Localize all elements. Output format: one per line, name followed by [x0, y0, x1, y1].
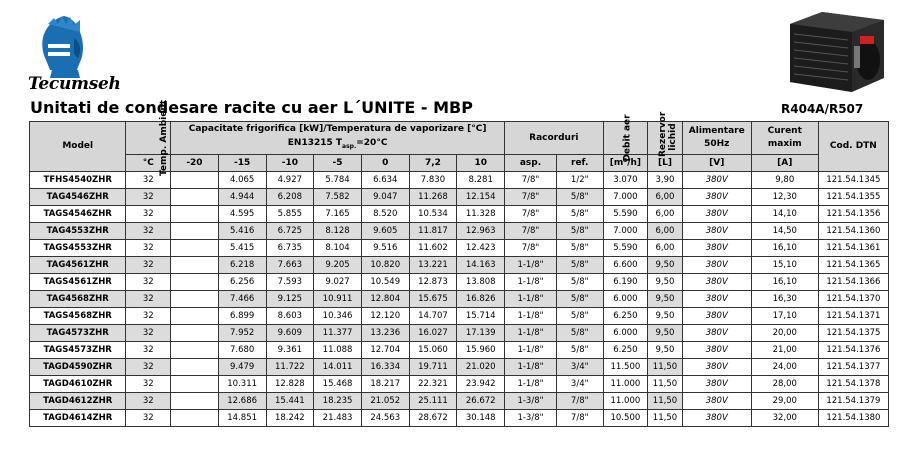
- cell-volt: 380V: [682, 307, 751, 324]
- cell-asp: 1-1/8": [505, 341, 557, 358]
- cell-c10: 18.242: [266, 409, 314, 426]
- unit-cell: °C: [126, 154, 171, 171]
- refrigerant-label: R404A/R507: [781, 102, 864, 116]
- table-row: [30, 392, 889, 409]
- cell-asp: 1-1/8": [505, 290, 557, 307]
- cell-c10p: 21.020: [457, 358, 505, 375]
- page-title: Unitati de condesare racite cu aer L´UNITE - MBP: [30, 98, 473, 117]
- cell-cod: 121.54.1366: [818, 273, 888, 290]
- unit-cell: 0: [361, 154, 409, 171]
- cell-ref: 7/8": [556, 409, 603, 426]
- cell-asp: 1-3/8": [505, 409, 557, 426]
- cell-rez: 9,50: [648, 290, 683, 307]
- cell-c15: 9.479: [218, 358, 266, 375]
- cell-rez: 11,50: [648, 358, 683, 375]
- cell-temp: 32: [126, 375, 171, 392]
- cell-c72: 22.321: [409, 375, 457, 392]
- table-row: [30, 324, 889, 341]
- cell-volt: 380V: [682, 290, 751, 307]
- cell-ref: 3/4": [556, 375, 603, 392]
- cell-debit: 10.500: [603, 409, 648, 426]
- cell-cod: 121.54.1345: [818, 171, 888, 188]
- table-row: [30, 307, 889, 324]
- cell-debit: 6.250: [603, 307, 648, 324]
- cell-c5: 8.128: [314, 222, 362, 239]
- cell-c20: [171, 409, 219, 426]
- brand-name: Tecumseh: [28, 74, 121, 94]
- cell-volt: 380V: [682, 273, 751, 290]
- cell-temp: 32: [126, 171, 171, 188]
- cell-c15: 6.256: [218, 273, 266, 290]
- cell-c10p: 15.714: [457, 307, 505, 324]
- cell-c15: 7.466: [218, 290, 266, 307]
- cell-cod: 121.54.1355: [818, 188, 888, 205]
- cell-c10p: 12.423: [457, 239, 505, 256]
- cell-cod: 121.54.1361: [818, 239, 888, 256]
- cell-c10p: 13.808: [457, 273, 505, 290]
- cell-c0: 12.704: [361, 341, 409, 358]
- cell-asp: 7/8": [505, 239, 557, 256]
- cell-volt: 380V: [682, 392, 751, 409]
- cell-amp: 16,30: [751, 290, 818, 307]
- cell-debit: 11.000: [603, 375, 648, 392]
- cell-asp: 1-1/8": [505, 273, 557, 290]
- cell-c15: 4.944: [218, 188, 266, 205]
- cell-model: TAGS4573ZHR: [30, 341, 126, 358]
- cell-c10p: 15.960: [457, 341, 505, 358]
- cell-c0: 8.520: [361, 205, 409, 222]
- cell-c10p: 14.163: [457, 256, 505, 273]
- col-racorduri: Racorduri: [505, 122, 603, 155]
- cell-c0: 12.120: [361, 307, 409, 324]
- table-row: [30, 239, 889, 256]
- cell-ref: 7/8": [556, 392, 603, 409]
- cell-c10: 7.663: [266, 256, 314, 273]
- table-row: [30, 341, 889, 358]
- cell-rez: 11,50: [648, 375, 683, 392]
- tecumseh-logo: [34, 14, 96, 80]
- cell-c20: [171, 358, 219, 375]
- cell-c0: 9.516: [361, 239, 409, 256]
- cell-amp: 9,80: [751, 171, 818, 188]
- cell-c15: 7.952: [218, 324, 266, 341]
- cell-c15: 7.680: [218, 341, 266, 358]
- cell-volt: 380V: [682, 171, 751, 188]
- cell-model: TAG4546ZHR: [30, 188, 126, 205]
- cell-volt: 380V: [682, 256, 751, 273]
- cell-temp: 32: [126, 409, 171, 426]
- cell-c20: [171, 341, 219, 358]
- cell-debit: 11.500: [603, 358, 648, 375]
- cell-temp: 32: [126, 358, 171, 375]
- cell-c10p: 11.328: [457, 205, 505, 222]
- cell-c20: [171, 375, 219, 392]
- cell-model: TAGD4614ZHR: [30, 409, 126, 426]
- cell-c10: 6.735: [266, 239, 314, 256]
- cell-c20: [171, 392, 219, 409]
- cell-temp: 32: [126, 290, 171, 307]
- table-row: [30, 409, 889, 426]
- cell-c10: 6.725: [266, 222, 314, 239]
- unit-cell: -15: [218, 154, 266, 171]
- cell-ref: 5/8": [556, 341, 603, 358]
- cell-c0: 10.820: [361, 256, 409, 273]
- cell-asp: 7/8": [505, 222, 557, 239]
- cell-cod: 121.54.1379: [818, 392, 888, 409]
- cell-ref: 5/8": [556, 188, 603, 205]
- cell-cod: 121.54.1365: [818, 256, 888, 273]
- cell-temp: 32: [126, 222, 171, 239]
- cell-model: TAGS4553ZHR: [30, 239, 126, 256]
- cell-asp: 1-1/8": [505, 307, 557, 324]
- cell-ref: 5/8": [556, 239, 603, 256]
- cell-c5: 9.027: [314, 273, 362, 290]
- cell-cod: 121.54.1360: [818, 222, 888, 239]
- cell-model: TAGD4612ZHR: [30, 392, 126, 409]
- cell-cod: 121.54.1378: [818, 375, 888, 392]
- cell-asp: 1-1/8": [505, 375, 557, 392]
- table-row: [30, 205, 889, 222]
- cell-c10p: 26.672: [457, 392, 505, 409]
- cell-c10: 8.603: [266, 307, 314, 324]
- cell-debit: 6.600: [603, 256, 648, 273]
- cell-asp: 1-1/8": [505, 324, 557, 341]
- cell-ref: 3/4": [556, 358, 603, 375]
- cell-amp: 32,00: [751, 409, 818, 426]
- cell-asp: 7/8": [505, 171, 557, 188]
- cell-rez: 6,00: [648, 205, 683, 222]
- cell-model: TAG4573ZHR: [30, 324, 126, 341]
- cell-c72: 14.707: [409, 307, 457, 324]
- cell-c5: 21.483: [314, 409, 362, 426]
- cell-c10: 4.927: [266, 171, 314, 188]
- cell-asp: 7/8": [505, 188, 557, 205]
- cell-c72: 19.711: [409, 358, 457, 375]
- cell-ref: 5/8": [556, 205, 603, 222]
- cell-c0: 16.334: [361, 358, 409, 375]
- cell-c10: 5.855: [266, 205, 314, 222]
- unit-cell: 10: [457, 154, 505, 171]
- cell-amp: 16,10: [751, 239, 818, 256]
- cell-debit: 7.000: [603, 188, 648, 205]
- cell-c10p: 12.154: [457, 188, 505, 205]
- cell-cod: 121.54.1377: [818, 358, 888, 375]
- cell-asp: 1-1/8": [505, 256, 557, 273]
- cell-model: TAG4553ZHR: [30, 222, 126, 239]
- cell-model: TAG4568ZHR: [30, 290, 126, 307]
- cell-rez: 3,90: [648, 171, 683, 188]
- cell-c10: 6.208: [266, 188, 314, 205]
- cell-rez: 9,50: [648, 324, 683, 341]
- cell-volt: 380V: [682, 239, 751, 256]
- cell-debit: 7.000: [603, 222, 648, 239]
- cell-c20: [171, 307, 219, 324]
- cell-volt: 380V: [682, 358, 751, 375]
- cell-amp: 24,00: [751, 358, 818, 375]
- cell-amp: 17,10: [751, 307, 818, 324]
- table-row: [30, 222, 889, 239]
- cell-c5: 11.088: [314, 341, 362, 358]
- cell-c15: 6.899: [218, 307, 266, 324]
- cell-rez: 6,00: [648, 222, 683, 239]
- cell-debit: 6.250: [603, 341, 648, 358]
- cell-debit: 5.590: [603, 239, 648, 256]
- cell-volt: 380V: [682, 222, 751, 239]
- cell-c72: 16.027: [409, 324, 457, 341]
- cell-amp: 14,50: [751, 222, 818, 239]
- cell-c0: 12.804: [361, 290, 409, 307]
- cell-model: TAGS4546ZHR: [30, 205, 126, 222]
- cell-c10p: 30.148: [457, 409, 505, 426]
- cell-volt: 380V: [682, 205, 751, 222]
- table-row: [30, 290, 889, 307]
- condensing-unit-image: [782, 6, 892, 98]
- cell-debit: 3.070: [603, 171, 648, 188]
- unit-cell: asp.: [505, 154, 557, 171]
- cell-c5: 10.346: [314, 307, 362, 324]
- cell-temp: 32: [126, 256, 171, 273]
- cell-c0: 24.563: [361, 409, 409, 426]
- cell-c20: [171, 171, 219, 188]
- cell-c5: 15.468: [314, 375, 362, 392]
- cell-rez: 6,00: [648, 239, 683, 256]
- cell-c0: 18.217: [361, 375, 409, 392]
- col-model: Model: [30, 122, 126, 172]
- cell-temp: 32: [126, 239, 171, 256]
- cell-model: TFHS4540ZHR: [30, 171, 126, 188]
- cell-volt: 380V: [682, 409, 751, 426]
- cell-c20: [171, 256, 219, 273]
- unit-cell: ref.: [556, 154, 603, 171]
- cell-temp: 32: [126, 307, 171, 324]
- cell-debit: 11.000: [603, 392, 648, 409]
- cell-ref: 5/8": [556, 290, 603, 307]
- col-curent: Curent maxim: [751, 122, 818, 155]
- table-row: [30, 358, 889, 375]
- cell-ref: 5/8": [556, 256, 603, 273]
- cell-c20: [171, 273, 219, 290]
- cell-rez: 9,50: [648, 307, 683, 324]
- cell-c10p: 8.281: [457, 171, 505, 188]
- cell-rez: 9,50: [648, 273, 683, 290]
- cell-c20: [171, 205, 219, 222]
- cell-c72: 15.060: [409, 341, 457, 358]
- cell-cod: 121.54.1380: [818, 409, 888, 426]
- cell-temp: 32: [126, 341, 171, 358]
- cell-c5: 5.784: [314, 171, 362, 188]
- cell-c10p: 23.942: [457, 375, 505, 392]
- col-temp-ambient: Temp. Ambient: [126, 122, 171, 155]
- cell-cod: 121.54.1376: [818, 341, 888, 358]
- cell-c5: 7.165: [314, 205, 362, 222]
- cell-amp: 15,10: [751, 256, 818, 273]
- cell-c20: [171, 188, 219, 205]
- cell-c5: 14.011: [314, 358, 362, 375]
- cell-asp: 1-1/8": [505, 358, 557, 375]
- cell-cod: 121.54.1375: [818, 324, 888, 341]
- cell-rez: 11,50: [648, 392, 683, 409]
- col-cod: Cod. DTN: [818, 122, 888, 172]
- cell-c20: [171, 324, 219, 341]
- cell-rez: 9,50: [648, 341, 683, 358]
- cell-amp: 28,00: [751, 375, 818, 392]
- cell-model: TAGS4568ZHR: [30, 307, 126, 324]
- cell-c72: 10.534: [409, 205, 457, 222]
- cell-c15: 14.851: [218, 409, 266, 426]
- cell-debit: 6.000: [603, 324, 648, 341]
- cell-debit: 6.000: [603, 290, 648, 307]
- cell-amp: 20,00: [751, 324, 818, 341]
- table-row: [30, 256, 889, 273]
- cell-amp: 14,10: [751, 205, 818, 222]
- cell-model: TAGD4590ZHR: [30, 358, 126, 375]
- cell-c0: 9.605: [361, 222, 409, 239]
- table-row: [30, 375, 889, 392]
- cell-c0: 6.634: [361, 171, 409, 188]
- cell-ref: 5/8": [556, 324, 603, 341]
- cell-c5: 8.104: [314, 239, 362, 256]
- cell-c10: 15.441: [266, 392, 314, 409]
- cell-ref: 5/8": [556, 273, 603, 290]
- cell-c72: 7.830: [409, 171, 457, 188]
- cell-rez: 9,50: [648, 256, 683, 273]
- cell-c10p: 12.963: [457, 222, 505, 239]
- cell-ref: 5/8": [556, 222, 603, 239]
- unit-cell: -5: [314, 154, 362, 171]
- cell-rez: 6,00: [648, 188, 683, 205]
- cell-c15: 10.311: [218, 375, 266, 392]
- cell-volt: 380V: [682, 188, 751, 205]
- cell-c5: 10.911: [314, 290, 362, 307]
- cell-c10: 9.361: [266, 341, 314, 358]
- cell-asp: 1-3/8": [505, 392, 557, 409]
- cell-c15: 5.415: [218, 239, 266, 256]
- cell-c15: 4.065: [218, 171, 266, 188]
- cell-c15: 4.595: [218, 205, 266, 222]
- cell-c0: 9.047: [361, 188, 409, 205]
- cell-c0: 10.549: [361, 273, 409, 290]
- cell-temp: 32: [126, 205, 171, 222]
- cell-c72: 11.817: [409, 222, 457, 239]
- cell-cod: 121.54.1371: [818, 307, 888, 324]
- cell-c5: 9.205: [314, 256, 362, 273]
- cell-debit: 6.190: [603, 273, 648, 290]
- cell-cod: 121.54.1356: [818, 205, 888, 222]
- unit-cell: [V]: [682, 154, 751, 171]
- cell-volt: 380V: [682, 324, 751, 341]
- cell-c5: 11.377: [314, 324, 362, 341]
- unit-cell: -10: [266, 154, 314, 171]
- cell-c0: 13.236: [361, 324, 409, 341]
- table-row: [30, 188, 889, 205]
- cell-temp: 32: [126, 273, 171, 290]
- cell-c72: 11.268: [409, 188, 457, 205]
- cell-c5: 18.235: [314, 392, 362, 409]
- col-alimentare: Alimentare 50Hz: [682, 122, 751, 155]
- cell-ref: 5/8": [556, 307, 603, 324]
- cell-c72: 13.221: [409, 256, 457, 273]
- col-rezervor: Rezervor lichid: [648, 122, 683, 155]
- cell-volt: 380V: [682, 375, 751, 392]
- cell-c10: 9.125: [266, 290, 314, 307]
- cell-c20: [171, 290, 219, 307]
- cell-c5: 7.582: [314, 188, 362, 205]
- cell-c10p: 16.826: [457, 290, 505, 307]
- cell-c10: 9.609: [266, 324, 314, 341]
- cell-amp: 29,00: [751, 392, 818, 409]
- cell-model: TAG4561ZHR: [30, 256, 126, 273]
- cell-c20: [171, 222, 219, 239]
- cell-model: TAGS4561ZHR: [30, 273, 126, 290]
- cell-volt: 380V: [682, 341, 751, 358]
- col-debit-aer: Debit aer: [603, 122, 648, 155]
- cell-amp: 21,00: [751, 341, 818, 358]
- cell-c10: 12.828: [266, 375, 314, 392]
- cell-c72: 11.602: [409, 239, 457, 256]
- cell-debit: 5.590: [603, 205, 648, 222]
- unit-cell: [A]: [751, 154, 818, 171]
- cell-c10: 7.593: [266, 273, 314, 290]
- cell-c15: 6.218: [218, 256, 266, 273]
- cell-c15: 12.686: [218, 392, 266, 409]
- unit-cell: -20: [171, 154, 219, 171]
- cell-amp: 16,10: [751, 273, 818, 290]
- cell-rez: 11,50: [648, 409, 683, 426]
- unit-cell: [L]: [648, 154, 683, 171]
- col-capacity: Capacitate frigorifica [kW]/Temperatura de vaporizare [°C] EN13215 $T_{asp.}=20^\circ C$: [171, 122, 505, 155]
- cell-c72: 15.675: [409, 290, 457, 307]
- cell-c15: 5.416: [218, 222, 266, 239]
- table-row: [30, 273, 889, 290]
- cell-model: TAGD4610ZHR: [30, 375, 126, 392]
- cell-c20: [171, 239, 219, 256]
- cell-amp: 12,30: [751, 188, 818, 205]
- cell-c72: 25.111: [409, 392, 457, 409]
- cell-c0: 21.052: [361, 392, 409, 409]
- cell-temp: 32: [126, 324, 171, 341]
- unit-cell: 7,2: [409, 154, 457, 171]
- cell-asp: 7/8": [505, 205, 557, 222]
- cell-c10p: 17.139: [457, 324, 505, 341]
- unit-cell: [m³/h]: [603, 154, 648, 171]
- cell-cod: 121.54.1370: [818, 290, 888, 307]
- cell-temp: 32: [126, 392, 171, 409]
- cell-ref: 1/2": [556, 171, 603, 188]
- cell-temp: 32: [126, 188, 171, 205]
- cell-c72: 28.672: [409, 409, 457, 426]
- cell-c72: 12.873: [409, 273, 457, 290]
- cell-c10: 11.722: [266, 358, 314, 375]
